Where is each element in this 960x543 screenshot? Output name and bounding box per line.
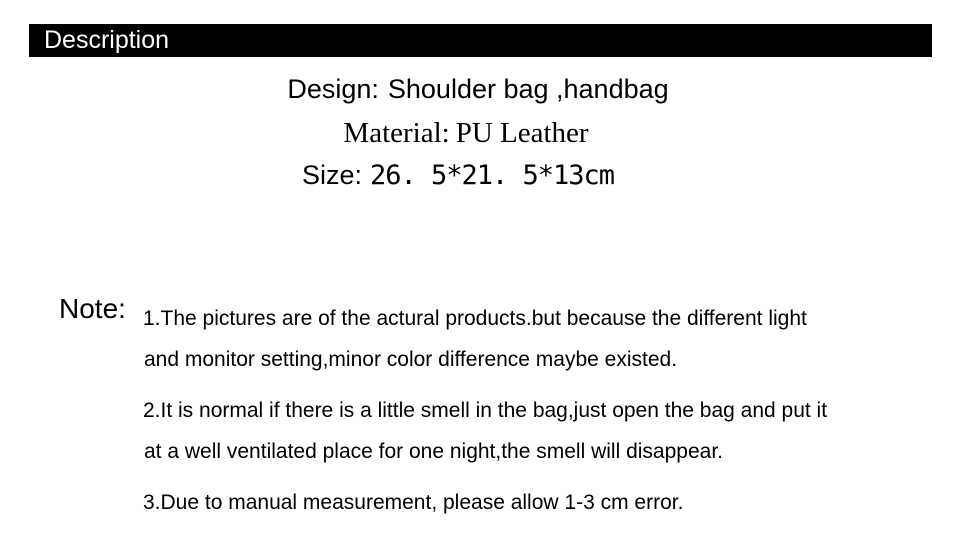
notes-list bbox=[143, 298, 943, 523]
note-line: and monitor setting,minor color difference maybe existed. bbox=[144, 348, 678, 371]
spec-label-material: Material: bbox=[343, 117, 450, 149]
spec-list bbox=[0, 62, 960, 191]
note-spacer bbox=[143, 380, 943, 390]
spec-row-design bbox=[0, 74, 960, 105]
notes-heading: Note: bbox=[59, 293, 126, 324]
spec-value-design: Shoulder bag ,handbag bbox=[387, 74, 669, 104]
spec-row-material bbox=[0, 117, 960, 150]
spec-value-material: PU Leather bbox=[455, 117, 589, 149]
note-line: 2.It is normal if there is a little smell in the bag,just open the bag and put it bbox=[143, 399, 828, 422]
note-line: 3.Due to manual measurement, please allow 1-3 cm error. bbox=[143, 491, 684, 514]
spec-label-size: Size: bbox=[301, 160, 362, 190]
note-line: 1.The pictures are of the actural products.but because the different light bbox=[143, 307, 807, 330]
spec-row-size bbox=[0, 160, 960, 191]
spec-value-size: 26. 5*21. 5*13cm bbox=[369, 160, 615, 191]
spec-label-design: Design: bbox=[287, 74, 379, 104]
note-spacer bbox=[143, 472, 943, 482]
section-header-bar bbox=[29, 24, 932, 57]
note-line: at a well ventilated place for one night,the smell will disappear. bbox=[144, 440, 723, 463]
page-title: Description bbox=[44, 26, 170, 54]
